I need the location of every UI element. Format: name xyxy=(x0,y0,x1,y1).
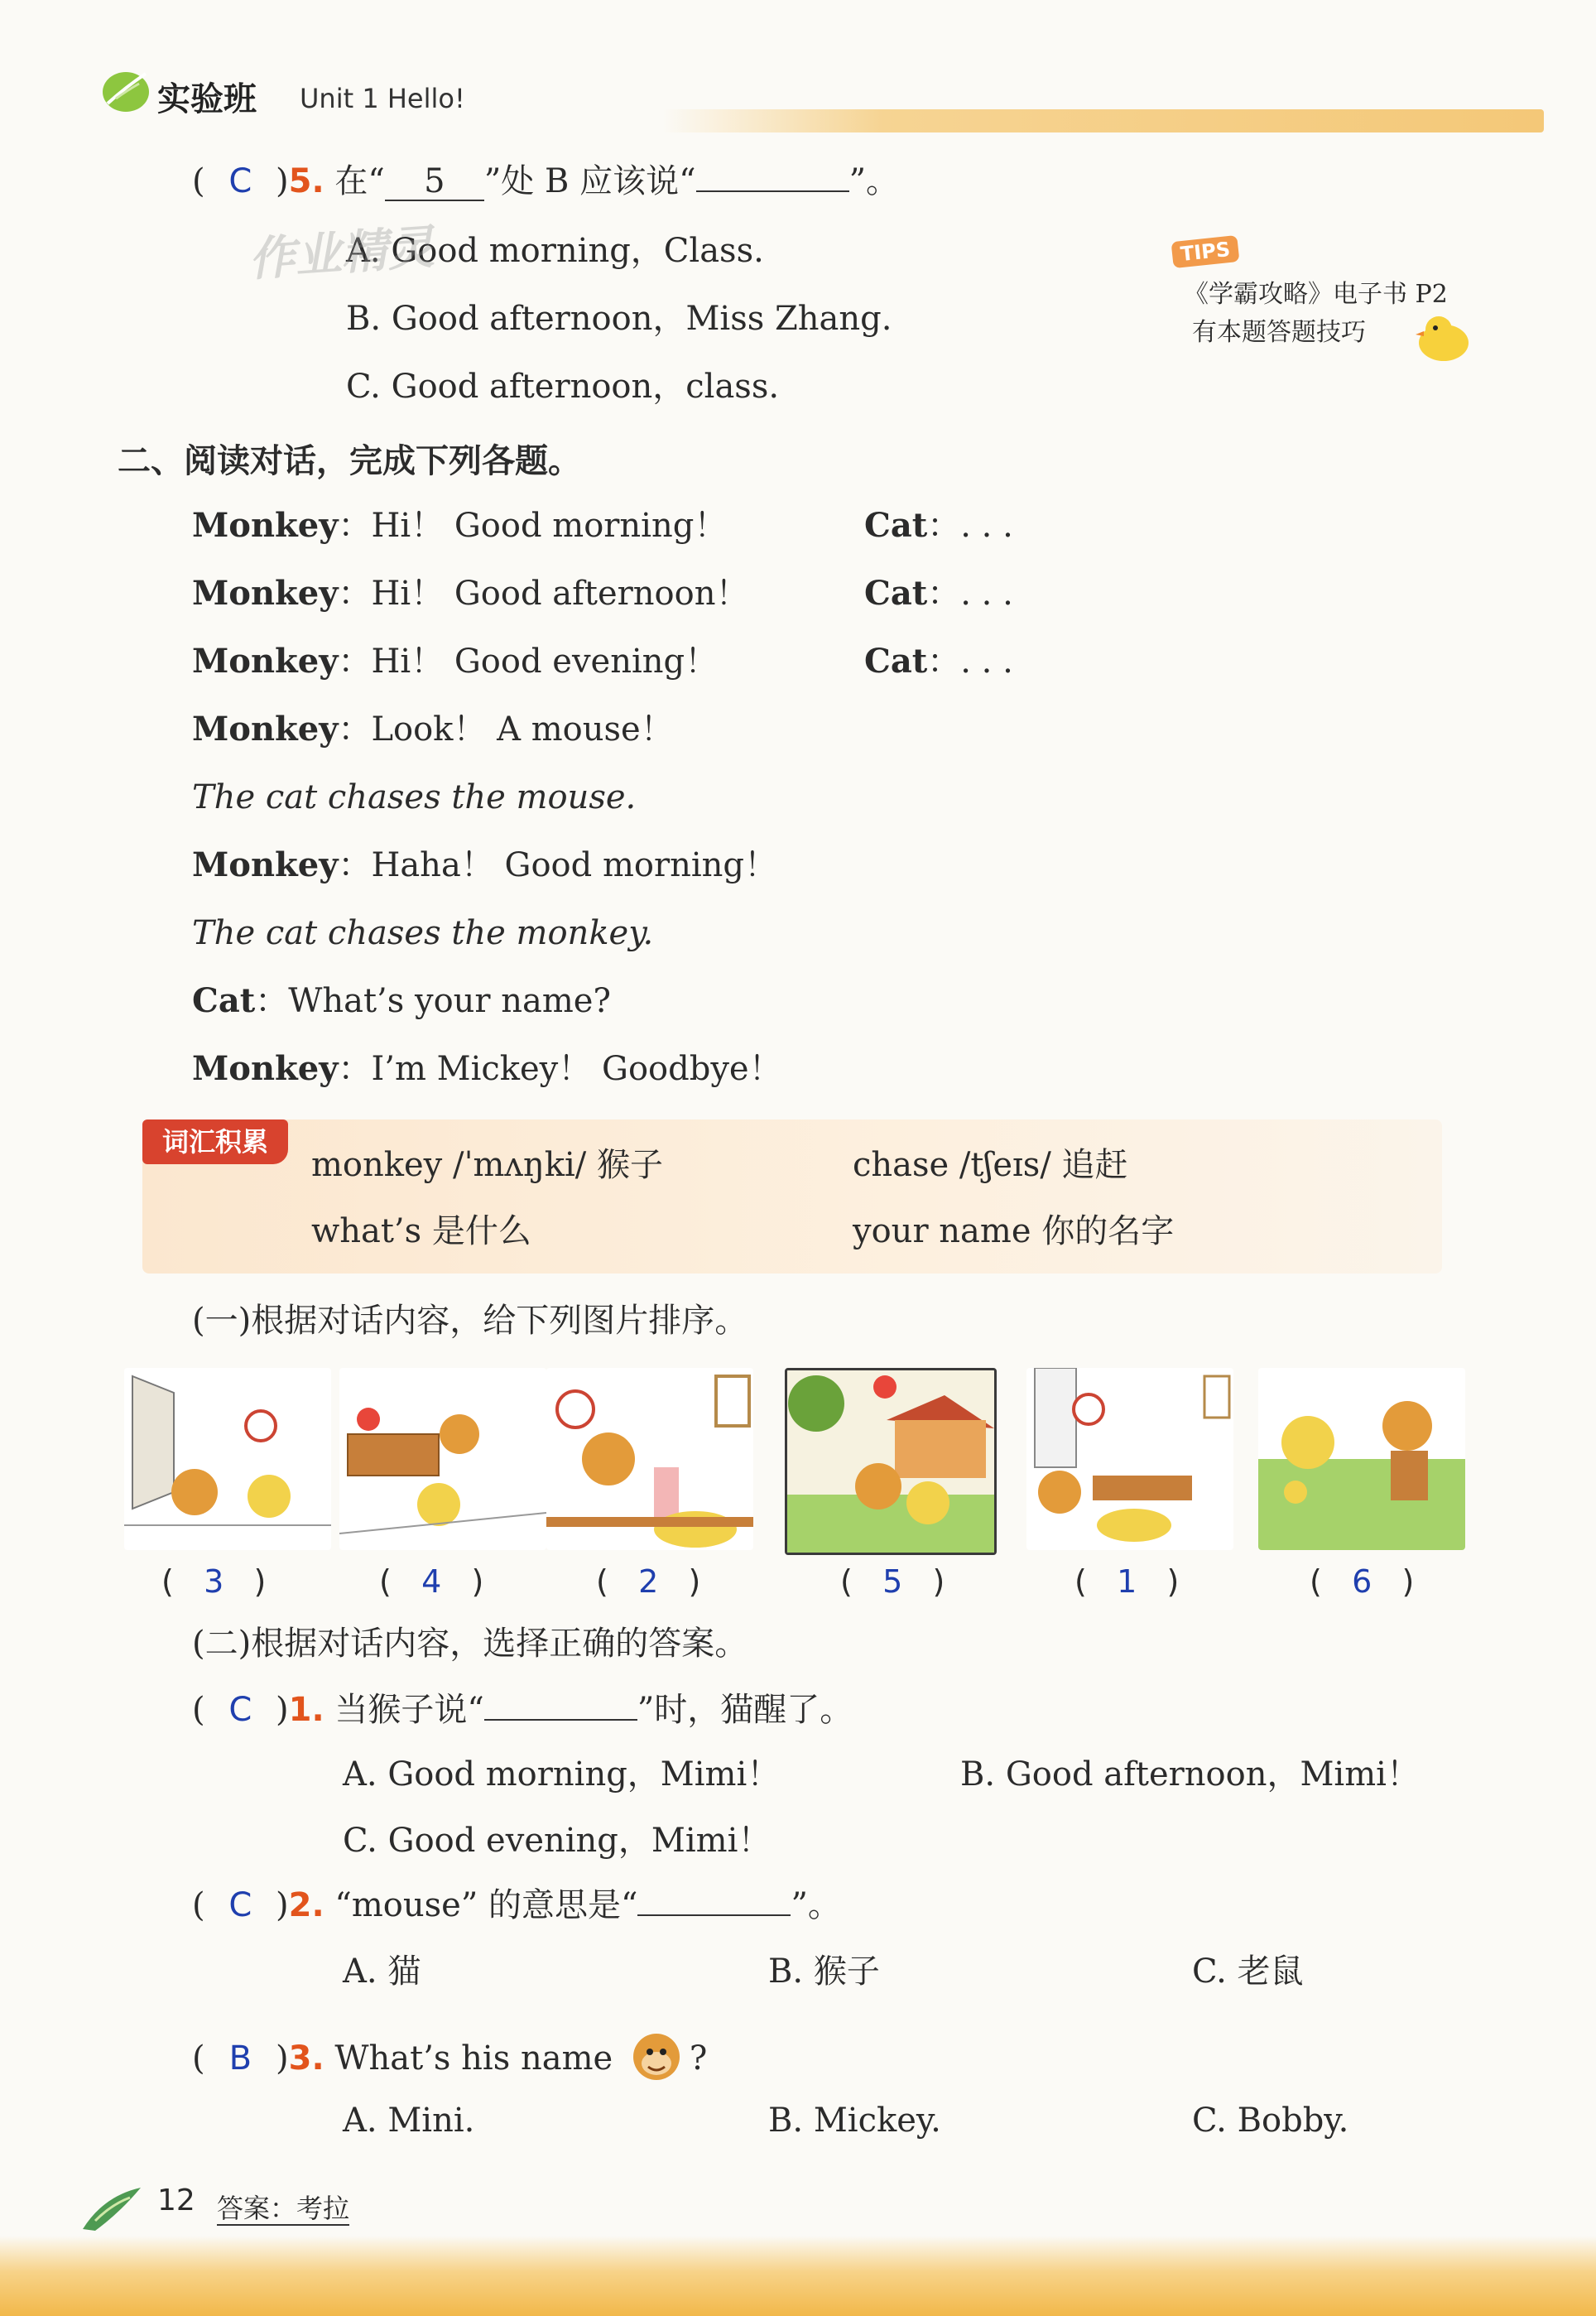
series-title: 实验班 xyxy=(157,80,257,118)
vocab-item: monkey /ˈmʌŋki/ 猴子 xyxy=(311,1146,663,1184)
order-slot-5: ( 1 ) xyxy=(1074,1563,1180,1600)
tips-box xyxy=(1159,232,1490,364)
option-c: C. Good afternoon，class. xyxy=(346,368,780,406)
chick-icon xyxy=(1414,311,1473,366)
tips-line-1: 《学霸攻略》电子书 P2 xyxy=(1184,280,1448,309)
answer-credit: 答案：考拉 xyxy=(217,2193,350,2224)
picture-5 xyxy=(1026,1368,1233,1550)
footer-band xyxy=(0,2236,1596,2316)
picture-6 xyxy=(1258,1368,1465,1550)
dialogue-line: Monkey：Hi！ Good morning！ xyxy=(192,506,728,545)
dialogue-reply: Cat：. . . xyxy=(864,506,1013,545)
vocab-item: your name 你的名字 xyxy=(853,1212,1175,1250)
section-title: 二、阅读对话，完成下列各题。 xyxy=(118,442,581,480)
leaf-logo-icon xyxy=(98,62,154,118)
question-stem: 当猴子说“ xyxy=(334,1691,484,1729)
answer-mark: C xyxy=(228,1691,252,1729)
option-b: B. Good afternoon，Mimi！ xyxy=(960,1755,1420,1794)
question-stem: ”。 xyxy=(848,162,900,200)
question-5: ( C )5. 在“ 5 ”处 B 应该说“ ”。 xyxy=(192,162,900,200)
dialogue-line: Monkey：I’m Mickey！ Goodbye！ xyxy=(192,1049,782,1088)
question-number: 3. xyxy=(288,2039,324,2078)
answer-mark: C xyxy=(228,162,252,200)
option-b: B. 猴子 xyxy=(768,1952,880,1991)
watermark: 作业精灵 xyxy=(247,220,436,287)
question-number: 5. xyxy=(288,162,324,200)
option-c: C. 老鼠 xyxy=(1192,1952,1304,1991)
question-1: ( C )1. 当猴子说“ ”时，猫醒了。 xyxy=(192,1691,853,1729)
answer-mark: C xyxy=(228,1886,252,1924)
filled-blank: 5 xyxy=(385,163,484,201)
option-a: A. Mini. xyxy=(343,2102,475,2140)
answer-blank xyxy=(484,1719,637,1721)
option-c: C. Good evening，Mimi！ xyxy=(343,1822,772,1860)
narration: The cat chases the monkey. xyxy=(192,914,654,952)
question-stem: ”时，猫醒了。 xyxy=(637,1691,853,1729)
question-stem: ? xyxy=(689,2039,708,2078)
order-slot-3: ( 2 ) xyxy=(596,1563,701,1600)
part2-title: (二)根据对话内容，选择正确的答案。 xyxy=(192,1625,748,1663)
tips-line-2: 有本题答题技巧 xyxy=(1192,318,1366,347)
question-2: ( C )2. “mouse” 的意思是“ ”。 xyxy=(192,1886,841,1924)
dialogue-line: Cat：What’s your name? xyxy=(192,981,611,1020)
dialogue-reply: Cat：. . . xyxy=(864,642,1013,681)
option-b: B. Mickey. xyxy=(768,2102,941,2140)
question-stem: ”。 xyxy=(791,1886,841,1924)
part1-title: (一)根据对话内容，给下列图片排序。 xyxy=(192,1302,748,1340)
question-stem: ”处 B 应该说“ xyxy=(483,162,696,200)
option-a: A. Good morning，Class. xyxy=(346,232,764,270)
vocab-item: chase /tʃeɪs/ 追赶 xyxy=(853,1146,1128,1184)
question-stem: “mouse” 的意思是“ xyxy=(334,1886,638,1924)
dialogue-line: Monkey：Look！ A mouse！ xyxy=(192,710,674,749)
picture-3 xyxy=(546,1368,753,1550)
answer-mark: B xyxy=(228,2039,252,2078)
tips-badge: TIPS xyxy=(1171,235,1240,268)
page-number: 12 xyxy=(157,2184,195,2217)
option-c: C. Bobby. xyxy=(1192,2102,1349,2140)
picture-4 xyxy=(785,1368,997,1555)
dialogue-line: Monkey：Haha！ Good morning！ xyxy=(192,845,777,884)
unit-title: Unit 1 Hello! xyxy=(300,83,465,114)
option-a: A. 猫 xyxy=(343,1952,421,1991)
question-number: 2. xyxy=(288,1886,324,1924)
order-slot-4: ( 5 ) xyxy=(840,1563,945,1600)
monkey-face-icon xyxy=(623,2027,690,2095)
picture-1 xyxy=(124,1368,331,1550)
dialogue-line: Monkey：Hi！ Good evening！ xyxy=(192,642,719,681)
question-number: 1. xyxy=(288,1691,324,1729)
answer-blank xyxy=(696,190,849,192)
option-b: B. Good afternoon，Miss Zhang. xyxy=(346,300,892,338)
picture-2 xyxy=(339,1368,546,1550)
question-stem: 在“ xyxy=(334,162,385,200)
vocab-tag: 词汇积累 xyxy=(142,1119,288,1164)
dialogue-reply: Cat：. . . xyxy=(864,574,1013,613)
answer-blank xyxy=(637,1914,791,1916)
question-stem: What’s his name xyxy=(334,2039,613,2078)
order-slot-1: ( 3 ) xyxy=(161,1563,267,1600)
header-band xyxy=(662,109,1544,132)
dialogue-line: Monkey：Hi！ Good afternoon！ xyxy=(192,574,749,613)
vocab-item: what’s 是什么 xyxy=(311,1212,531,1250)
koala-logo-icon xyxy=(79,2179,145,2241)
order-slot-6: ( 6 ) xyxy=(1310,1563,1415,1600)
option-a: A. Good morning，Mimi！ xyxy=(343,1755,781,1794)
order-slot-2: ( 4 ) xyxy=(379,1563,484,1600)
narration: The cat chases the mouse. xyxy=(192,778,637,816)
question-3: ( B )3. What’s his name ? xyxy=(192,2027,707,2095)
